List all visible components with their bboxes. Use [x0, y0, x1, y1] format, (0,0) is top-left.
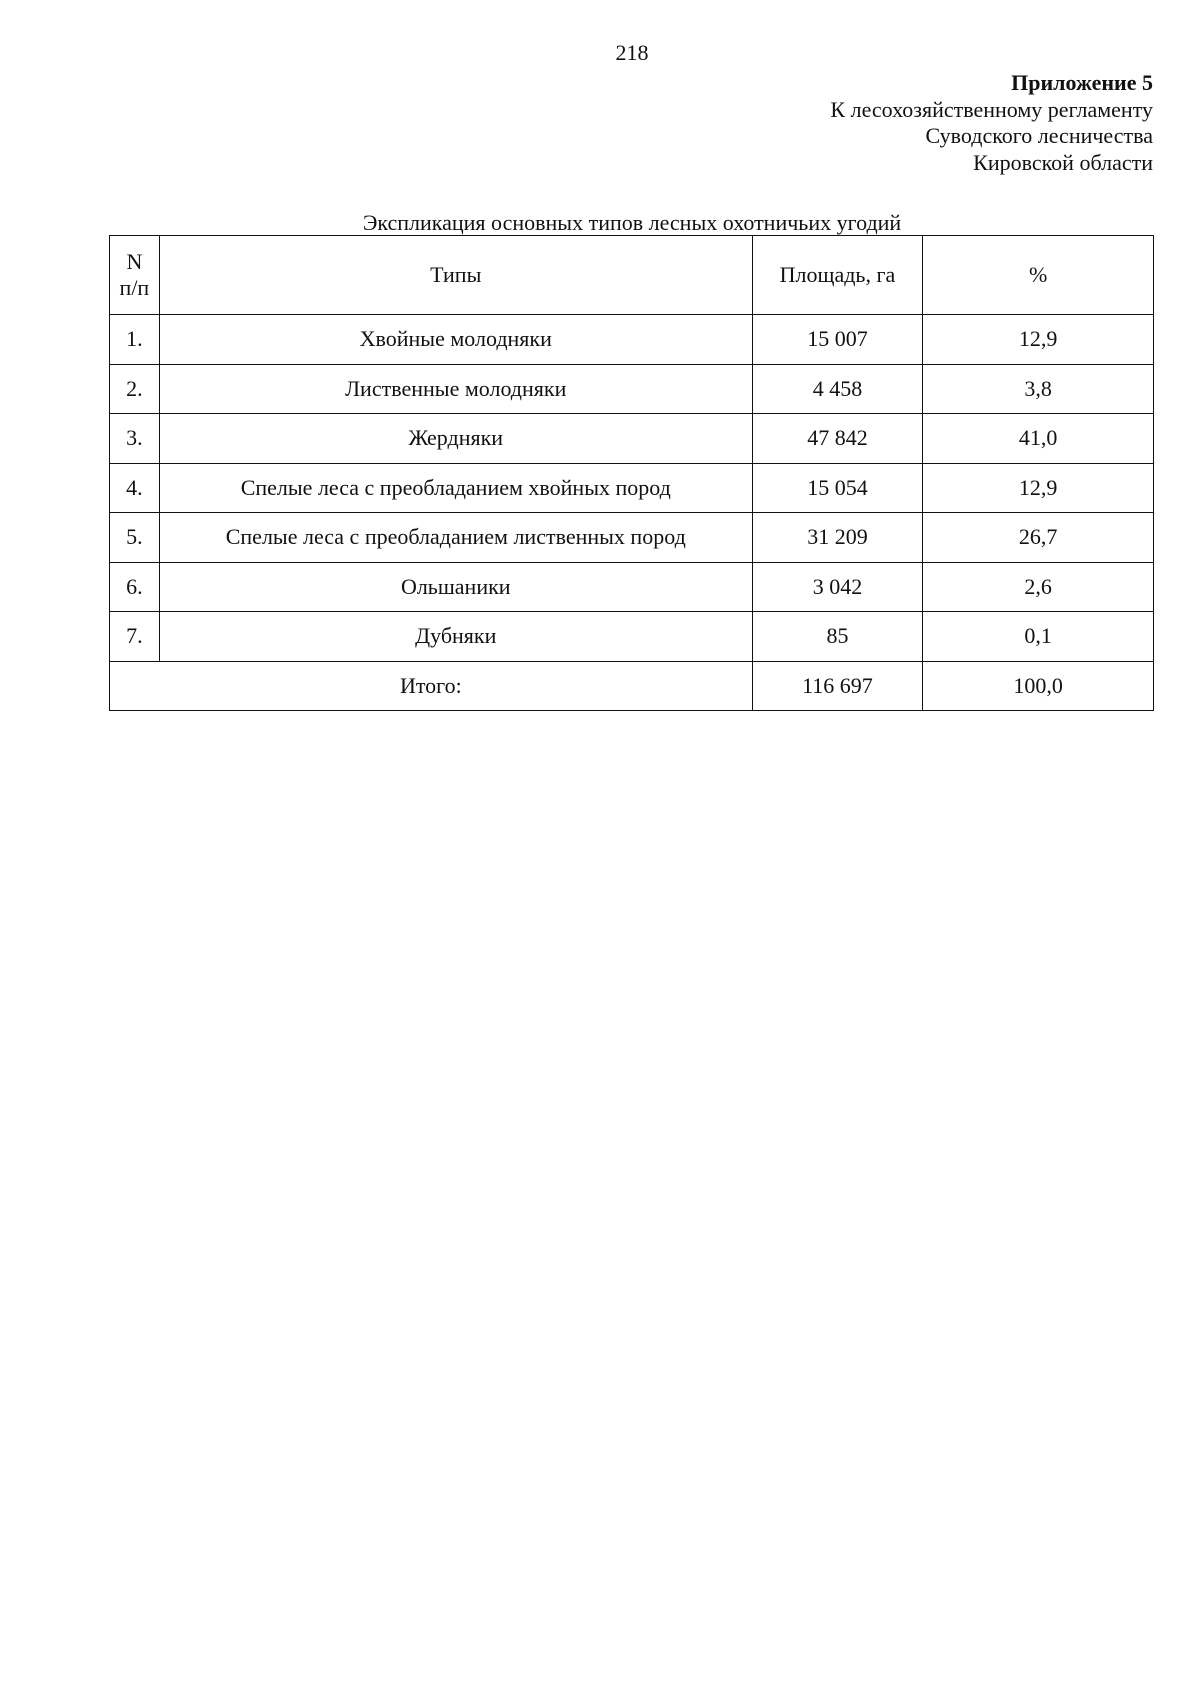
table-row: [110, 364, 1154, 414]
header-number-line: N: [126, 249, 143, 274]
row-area: 15 007: [752, 315, 922, 365]
table-header-row: [110, 236, 1154, 315]
row-percent: 3,8: [923, 364, 1154, 414]
row-percent: 26,7: [923, 513, 1154, 563]
table-row: [110, 414, 1154, 464]
total-area: 116 697: [752, 661, 922, 711]
total-percent: 100,0: [923, 661, 1154, 711]
row-type: Жердняки: [159, 414, 752, 464]
row-number: 2.: [110, 364, 160, 414]
row-area: 4 458: [752, 364, 922, 414]
row-number: 7.: [110, 612, 160, 662]
row-percent: 12,9: [923, 315, 1154, 365]
row-number: 3.: [110, 414, 160, 464]
row-percent: 12,9: [923, 463, 1154, 513]
total-label: Итого:: [110, 661, 753, 711]
row-area: 47 842: [752, 414, 922, 464]
table-row: [110, 612, 1154, 662]
row-area: 85: [752, 612, 922, 662]
row-area: 3 042: [752, 562, 922, 612]
row-percent: 41,0: [923, 414, 1154, 464]
appendix-line: К лесохозяйственному регламенту: [830, 96, 1153, 122]
row-percent: 2,6: [923, 562, 1154, 612]
table-row: [110, 463, 1154, 513]
table-row: [110, 562, 1154, 612]
header-number-line: п/п: [119, 275, 150, 300]
appendix-heading: Приложение 5: [1011, 70, 1153, 95]
page-number: 218: [615, 40, 649, 65]
row-type: Дубняки: [159, 612, 752, 662]
row-number: 1.: [110, 315, 160, 365]
row-area: 31 209: [752, 513, 922, 563]
explication-table: [109, 235, 1154, 711]
row-type: Спелые леса с преобладанием лиственных пород: [159, 513, 752, 563]
row-area: 15 054: [752, 463, 922, 513]
appendix-block: [830, 70, 1153, 176]
header-number: [110, 236, 160, 315]
row-type: Ольшаники: [159, 562, 752, 612]
table-title: Экспликация основных типов лесных охотничьих угодий: [362, 210, 902, 235]
row-number: 6.: [110, 562, 160, 612]
header-area: Площадь, га: [752, 236, 922, 315]
appendix-line: Суводского лесничества: [925, 123, 1153, 148]
table-total-row: [110, 661, 1154, 711]
row-percent: 0,1: [923, 612, 1154, 662]
table-row: [110, 513, 1154, 563]
appendix-line: Кировской области: [973, 149, 1153, 175]
header-type: Типы: [159, 236, 752, 315]
row-type: Хвойные молодняки: [159, 315, 752, 365]
row-number: 4.: [110, 463, 160, 513]
row-type: Спелые леса с преобладанием хвойных пород: [159, 463, 752, 513]
row-type: Лиственные молодняки: [159, 364, 752, 414]
row-number: 5.: [110, 513, 160, 563]
table-row: [110, 315, 1154, 365]
header-percent: %: [923, 236, 1154, 315]
